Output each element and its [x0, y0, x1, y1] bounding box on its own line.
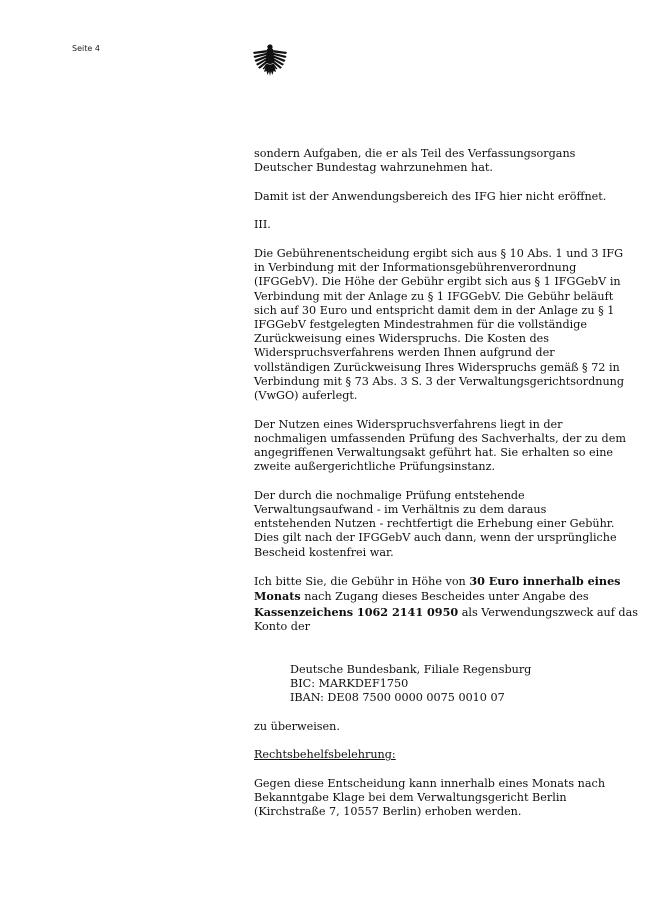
paragraph-scope [254, 190, 612, 204]
paragraph-fee-decision [254, 246, 625, 403]
text-line: (IFGGebV). Die Höhe der Gebühr ergibt sich aus § 1 IFGGebV in [254, 275, 621, 289]
text-line: Gegen diese Entscheidung kann innerhalb eines Monats nach [254, 776, 606, 790]
federal-eagle-icon [252, 42, 288, 78]
text-run: als Verwendungszweck auf das [458, 605, 638, 619]
text-line: Deutscher Bundestag wahrzunehmen hat. [254, 161, 493, 175]
paragraph-effort [254, 488, 617, 560]
text-line: Der durch die nochmalige Prüfung entstehende [254, 488, 525, 502]
text-line: Bescheid kostenfrei war. [254, 545, 394, 559]
text-line: Verbindung mit § 73 Abs. 3 S. 3 der Verwaltungsgerichtsordnung [254, 374, 625, 388]
text-line: zweite außergerichtliche Prüfungsinstanz. [254, 460, 496, 474]
letter-body [254, 147, 638, 819]
bank-iban: IBAN: DE08 7500 0000 0075 0010 07 [290, 691, 505, 705]
text-line: in Verbindung mit der Informationsgebührenverordnung [254, 261, 577, 275]
text-line: Verwaltungsaufwand - im Verhältnis zu dem daraus [254, 503, 547, 517]
text-line: Konto der [254, 619, 310, 633]
text-line [254, 575, 621, 588]
text-line: angegriffenen Verwaltungsakt geführt hat. Sie erhalten so eine [254, 446, 614, 460]
text-line: sondern Aufgaben, die er als Teil des Verfassungsorgans [254, 147, 576, 160]
bank-bic: BIC: MARKDEF1750 [290, 676, 409, 690]
paragraph-legal-remedy [254, 777, 612, 820]
text-run: Ich bitte Sie, die Gebühr in Höhe von [254, 575, 470, 589]
text-line: vollständigen Zurückweisung Ihres Widerspruchs gemäß § 72 in [254, 360, 620, 374]
legal-heading: Rechtsbehelfsbelehrung: [254, 748, 396, 762]
bank-details [254, 663, 612, 706]
fee-deadline-month: Monats [254, 589, 301, 604]
text-line [254, 590, 589, 603]
text-line: Dies gilt nach der IFGGebV auch dann, wenn der ursprüngliche [254, 531, 617, 545]
text-line: (Kirchstraße 7, 10557 Berlin) erhoben werden. [254, 805, 522, 819]
text-line: entstehenden Nutzen - rechtfertigt die Erhebung einer Gebühr. [254, 517, 615, 531]
text-line: Damit ist der Anwendungsbereich des IFG hier nicht eröffnet. [254, 189, 607, 203]
fee-amount-deadline: 30 Euro innerhalb eines [469, 574, 621, 589]
text-run: nach Zugang dieses Bescheides unter Angabe des [300, 590, 589, 604]
text-line: Widerspruchsverfahrens werden Ihnen aufgrund der [254, 346, 555, 360]
text-line: sich auf 30 Euro und entspricht damit dem in der Anlage zu § 1 [254, 303, 615, 317]
text-line: Die Gebührenentscheidung ergibt sich aus § 10 Abs. 1 und 3 IFG [254, 246, 624, 260]
text-line: nochmaligen umfassenden Prüfung des Sachverhalts, der zu dem [254, 431, 626, 445]
text-line: Bekanntgabe Klage bei dem Verwaltungsgericht Berlin [254, 791, 567, 805]
text-line: Der Nutzen eines Widerspruchsverfahrens liegt in der [254, 417, 563, 431]
page-number: Seite 4 [72, 44, 100, 53]
cash-reference: Kassenzeichens 1062 2141 0950 [254, 604, 459, 619]
paragraph-transfer: zu überweisen. [254, 719, 340, 733]
section-number: III. [254, 218, 271, 232]
text-line: IFGGebV festgelegten Mindestrahmen für die vollständige [254, 318, 587, 331]
text-line: Zurückweisung eines Widerspruchs. Die Kosten des [254, 332, 549, 346]
bank-name: Deutsche Bundesbank, Filiale Regensburg [290, 662, 532, 676]
paragraph-continuation [254, 147, 612, 175]
paragraph-payment-request [254, 574, 638, 634]
paragraph-benefit [254, 417, 626, 475]
text-line [254, 606, 638, 619]
text-line: Verbindung mit der Anlage zu § 1 IFGGebV. Die Gebühr beläuft [254, 289, 614, 303]
text-line: (VwGO) auferlegt. [254, 389, 358, 403]
